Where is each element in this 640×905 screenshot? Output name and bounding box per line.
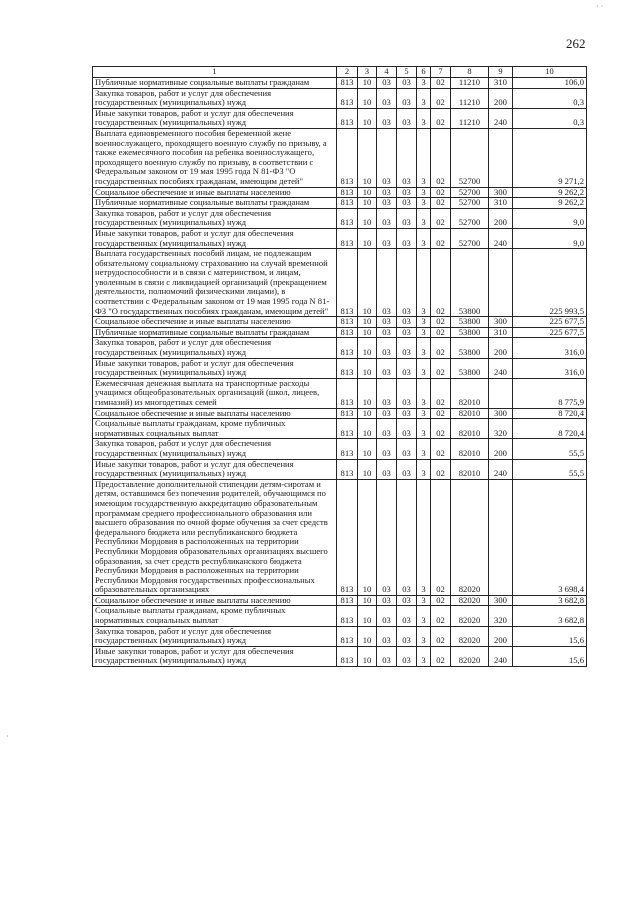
row-code-3: 10 (358, 128, 377, 187)
row-code-4: 03 (377, 88, 397, 108)
row-code-4: 03 (377, 198, 397, 209)
row-code-5: 03 (397, 646, 417, 666)
row-code-6: 3 (417, 88, 431, 108)
table-row (93, 358, 587, 378)
row-code-2: 813 (337, 317, 358, 328)
table-row (93, 338, 587, 358)
row-code-8: 53800 (451, 338, 489, 358)
table-row (93, 108, 587, 128)
row-code-2: 813 (337, 187, 358, 198)
row-code-6: 3 (417, 198, 431, 209)
row-amount: 9,0 (513, 228, 587, 248)
row-code-9: 300 (489, 317, 513, 328)
row-code-6: 3 (417, 419, 431, 439)
row-code-5: 03 (397, 459, 417, 479)
row-code-7: 02 (431, 419, 451, 439)
row-code-3: 10 (358, 88, 377, 108)
row-amount: 15,6 (513, 646, 587, 666)
row-code-9: 320 (489, 606, 513, 626)
row-amount: 0,3 (513, 108, 587, 128)
row-code-4: 03 (377, 108, 397, 128)
row-code-4: 03 (377, 595, 397, 606)
row-code-9: 240 (489, 459, 513, 479)
row-name: Закупка товаров, работ и услуг для обеспечения государственных (муниципальных) нужд (93, 88, 337, 108)
table-row (93, 408, 587, 419)
row-code-7: 02 (431, 595, 451, 606)
row-code-8: 53800 (451, 317, 489, 328)
table-row (93, 88, 587, 108)
row-code-3: 10 (358, 606, 377, 626)
row-code-3: 10 (358, 338, 377, 358)
row-code-3: 10 (358, 378, 377, 408)
header-cell: 6 (417, 67, 431, 78)
table-row (93, 208, 587, 228)
row-code-5: 03 (397, 479, 417, 595)
header-cell: 1 (93, 67, 337, 78)
row-code-3: 10 (358, 249, 377, 317)
row-code-7: 02 (431, 479, 451, 595)
header-cell: 8 (451, 67, 489, 78)
row-name: Закупка товаров, работ и услуг для обеспечения государственных (муниципальных) нужд (93, 208, 337, 228)
header-cell: 7 (431, 67, 451, 78)
row-code-9: 320 (489, 419, 513, 439)
row-code-5: 03 (397, 408, 417, 419)
table-row (93, 187, 587, 198)
row-code-5: 03 (397, 208, 417, 228)
row-code-5: 03 (397, 198, 417, 209)
row-code-8: 53800 (451, 327, 489, 338)
row-name: Социальное обеспечение и иные выплаты населению (93, 187, 337, 198)
row-code-3: 10 (358, 228, 377, 248)
table-row (93, 249, 587, 317)
row-code-5: 03 (397, 228, 417, 248)
row-code-7: 02 (431, 327, 451, 338)
row-name: Иные закупки товаров, работ и услуг для обеспечения государственных (муниципальных) нужд (93, 459, 337, 479)
row-code-5: 03 (397, 249, 417, 317)
row-code-4: 03 (377, 606, 397, 626)
row-code-6: 3 (417, 479, 431, 595)
header-cell: 4 (377, 67, 397, 78)
row-code-6: 3 (417, 646, 431, 666)
row-amount: 225 993,5 (513, 249, 587, 317)
row-code-3: 10 (358, 187, 377, 198)
row-code-9 (489, 479, 513, 595)
row-code-8: 82020 (451, 606, 489, 626)
row-code-4: 03 (377, 419, 397, 439)
row-code-7: 02 (431, 338, 451, 358)
row-code-3: 10 (358, 317, 377, 328)
row-code-2: 813 (337, 88, 358, 108)
row-amount: 3 682,8 (513, 595, 587, 606)
row-code-7: 02 (431, 358, 451, 378)
row-code-9 (489, 128, 513, 187)
row-code-5: 03 (397, 327, 417, 338)
table-row (93, 378, 587, 408)
row-amount: 225 677,5 (513, 327, 587, 338)
row-code-6: 3 (417, 228, 431, 248)
row-amount: 8 775,9 (513, 378, 587, 408)
row-code-7: 02 (431, 88, 451, 108)
row-code-5: 03 (397, 187, 417, 198)
row-code-2: 813 (337, 358, 358, 378)
row-code-8: 82010 (451, 408, 489, 419)
row-code-4: 03 (377, 338, 397, 358)
row-code-2: 813 (337, 626, 358, 646)
row-amount: 9 271,2 (513, 128, 587, 187)
row-code-4: 03 (377, 358, 397, 378)
row-code-7: 02 (431, 198, 451, 209)
row-code-4: 03 (377, 249, 397, 317)
row-name: Закупка товаров, работ и услуг для обеспечения государственных (муниципальных) нужд (93, 439, 337, 459)
row-name: Выплата единовременного пособия беременной жене военнослужащего, проходящего военную службу по призыву, а также ежемесячного пособия на ребенка военнослужащего, проходящего военную службу по призыву, в соответствии с Федеральным законом от 19 мая 1995 года N 81-ФЗ "О государственных пособиях гражданам, имеющим детей" (93, 128, 337, 187)
row-code-6: 3 (417, 408, 431, 419)
row-amount: 3 682,8 (513, 606, 587, 626)
row-code-6: 3 (417, 249, 431, 317)
row-code-6: 3 (417, 327, 431, 338)
row-code-2: 813 (337, 479, 358, 595)
row-code-2: 813 (337, 128, 358, 187)
row-code-9: 200 (489, 88, 513, 108)
row-code-6: 3 (417, 378, 431, 408)
row-code-2: 813 (337, 419, 358, 439)
row-amount: 9 262,2 (513, 187, 587, 198)
row-code-6: 3 (417, 338, 431, 358)
row-code-3: 10 (358, 646, 377, 666)
row-code-3: 10 (358, 358, 377, 378)
row-code-9: 240 (489, 228, 513, 248)
row-code-8: 52700 (451, 128, 489, 187)
row-code-3: 10 (358, 208, 377, 228)
row-code-5: 03 (397, 358, 417, 378)
table-header-row (93, 67, 587, 78)
row-amount: 9,0 (513, 208, 587, 228)
row-amount: 8 720,4 (513, 408, 587, 419)
row-name: Иные закупки товаров, работ и услуг для обеспечения государственных (муниципальных) нужд (93, 358, 337, 378)
row-code-8: 82020 (451, 646, 489, 666)
row-code-8: 82020 (451, 595, 489, 606)
row-code-3: 10 (358, 479, 377, 595)
row-code-3: 10 (358, 108, 377, 128)
header-cell: 10 (513, 67, 587, 78)
row-code-7: 02 (431, 228, 451, 248)
row-code-9: 300 (489, 595, 513, 606)
row-code-4: 03 (377, 78, 397, 89)
row-code-3: 10 (358, 595, 377, 606)
table-row (93, 317, 587, 328)
row-code-2: 813 (337, 108, 358, 128)
row-amount: 225 677,5 (513, 317, 587, 328)
row-code-4: 03 (377, 626, 397, 646)
row-name: Социальное обеспечение и иные выплаты населению (93, 408, 337, 419)
row-code-6: 3 (417, 187, 431, 198)
row-name: Иные закупки товаров, работ и услуг для обеспечения государственных (муниципальных) нужд (93, 646, 337, 666)
table-row (93, 419, 587, 439)
row-code-5: 03 (397, 317, 417, 328)
row-code-3: 10 (358, 198, 377, 209)
row-code-9: 240 (489, 646, 513, 666)
row-code-6: 3 (417, 128, 431, 187)
row-code-2: 813 (337, 249, 358, 317)
row-code-7: 02 (431, 459, 451, 479)
row-code-4: 03 (377, 208, 397, 228)
row-name: Предоставление дополнительной стипендии детям-сиротам и детям, оставшимся без попечения родителей, обучающимся по имеющим государственную аккредитацию образовательным программам среднего профессионального образования или высшего образования по очной форме обучения за счет средств федерального бюджета или республиканского бюджета Республики Мордовия в расположенных на территории Республики Мордовия образовательных организациях высшего образования, за счет средств республиканского бюджета Республики Мордовия в расположенных на территории Республики Мордовия государственных профессиональных образовательных организациях (93, 479, 337, 595)
row-code-9: 300 (489, 408, 513, 419)
header-cell: 3 (358, 67, 377, 78)
row-code-8: 52700 (451, 228, 489, 248)
row-code-8: 11210 (451, 88, 489, 108)
row-name: Публичные нормативные социальные выплаты гражданам (93, 198, 337, 209)
scan-mark: · (6, 732, 9, 741)
row-code-6: 3 (417, 595, 431, 606)
row-code-8: 82020 (451, 479, 489, 595)
row-code-9: 310 (489, 78, 513, 89)
row-name: Закупка товаров, работ и услуг для обеспечения государственных (муниципальных) нужд (93, 338, 337, 358)
row-code-6: 3 (417, 208, 431, 228)
row-code-4: 03 (377, 327, 397, 338)
row-code-8: 11210 (451, 108, 489, 128)
row-code-9: 310 (489, 327, 513, 338)
row-name: Выплата государственных пособий лицам, не подлежащим обязательному социальному страхованию на случай временной нетрудоспособности и в связи с материнством, и лицам, уволенным в связи с ликвидацией организаций (прекращением деятельности, полномочий физическими лицами), в соответствии с Федеральным законом от 19 мая 1995 года N 81-ФЗ "О государственных пособиях гражданам, имеющим детей" (93, 249, 337, 317)
row-name: Публичные нормативные социальные выплаты гражданам (93, 327, 337, 338)
row-code-7: 02 (431, 128, 451, 187)
row-code-2: 813 (337, 338, 358, 358)
row-code-4: 03 (377, 439, 397, 459)
row-code-5: 03 (397, 626, 417, 646)
row-code-9: 200 (489, 439, 513, 459)
row-code-7: 02 (431, 108, 451, 128)
table-row (93, 459, 587, 479)
row-code-3: 10 (358, 78, 377, 89)
budget-table-body (93, 67, 587, 667)
row-name: Социальные выплаты гражданам, кроме публичных нормативных социальных выплат (93, 419, 337, 439)
row-code-6: 3 (417, 459, 431, 479)
row-code-4: 03 (377, 408, 397, 419)
row-code-5: 03 (397, 128, 417, 187)
row-code-5: 03 (397, 88, 417, 108)
row-amount: 15,6 (513, 626, 587, 646)
row-code-7: 02 (431, 606, 451, 626)
row-code-4: 03 (377, 646, 397, 666)
row-name: Иные закупки товаров, работ и услуг для обеспечения государственных (муниципальных) нужд (93, 228, 337, 248)
table-row (93, 626, 587, 646)
row-code-4: 03 (377, 187, 397, 198)
row-code-6: 3 (417, 606, 431, 626)
row-code-9: 310 (489, 198, 513, 209)
row-code-9: 200 (489, 338, 513, 358)
page-number: 262 (566, 36, 586, 51)
row-name: Социальные выплаты гражданам, кроме публичных нормативных социальных выплат (93, 606, 337, 626)
row-code-4: 03 (377, 479, 397, 595)
row-code-8: 82010 (451, 378, 489, 408)
header-cell: 2 (337, 67, 358, 78)
row-code-2: 813 (337, 327, 358, 338)
table-row (93, 646, 587, 666)
row-code-5: 03 (397, 78, 417, 89)
row-code-4: 03 (377, 378, 397, 408)
row-code-3: 10 (358, 626, 377, 646)
row-name: Иные закупки товаров, работ и услуг для обеспечения государственных (муниципальных) нужд (93, 108, 337, 128)
row-code-7: 02 (431, 626, 451, 646)
table-row (93, 78, 587, 89)
row-code-6: 3 (417, 108, 431, 128)
row-code-9 (489, 378, 513, 408)
row-code-6: 3 (417, 439, 431, 459)
table-row (93, 479, 587, 595)
row-code-3: 10 (358, 459, 377, 479)
row-amount: 55,5 (513, 439, 587, 459)
header-cell: 9 (489, 67, 513, 78)
row-code-7: 02 (431, 646, 451, 666)
row-amount: 3 698,4 (513, 479, 587, 595)
row-code-8: 53800 (451, 358, 489, 378)
row-name: Ежемесячная денежная выплата на транспортные расходы учащимся общеобразовательных организаций (школ, лицеев, гимназий) из многодетных семей (93, 378, 337, 408)
scan-mark: · · (596, 2, 604, 11)
row-amount: 9 262,2 (513, 198, 587, 209)
row-code-2: 813 (337, 78, 358, 89)
header-cell: 5 (397, 67, 417, 78)
row-code-3: 10 (358, 408, 377, 419)
row-code-2: 813 (337, 439, 358, 459)
row-code-7: 02 (431, 408, 451, 419)
row-code-9: 200 (489, 626, 513, 646)
row-code-2: 813 (337, 646, 358, 666)
row-code-7: 02 (431, 378, 451, 408)
row-code-9 (489, 249, 513, 317)
row-code-9: 300 (489, 187, 513, 198)
row-code-8: 82010 (451, 459, 489, 479)
row-code-4: 03 (377, 228, 397, 248)
row-code-2: 813 (337, 208, 358, 228)
row-code-8: 82010 (451, 439, 489, 459)
row-amount: 0,3 (513, 88, 587, 108)
row-code-8: 52700 (451, 187, 489, 198)
row-code-5: 03 (397, 108, 417, 128)
row-code-9: 240 (489, 358, 513, 378)
row-code-2: 813 (337, 198, 358, 209)
row-code-7: 02 (431, 317, 451, 328)
row-code-4: 03 (377, 317, 397, 328)
row-code-5: 03 (397, 419, 417, 439)
row-code-7: 02 (431, 78, 451, 89)
row-code-7: 02 (431, 439, 451, 459)
row-code-3: 10 (358, 419, 377, 439)
row-name: Социальное обеспечение и иные выплаты населению (93, 317, 337, 328)
row-code-7: 02 (431, 208, 451, 228)
row-name: Закупка товаров, работ и услуг для обеспечения государственных (муниципальных) нужд (93, 626, 337, 646)
table-row (93, 439, 587, 459)
row-code-2: 813 (337, 228, 358, 248)
row-name: Социальное обеспечение и иные выплаты населению (93, 595, 337, 606)
row-code-5: 03 (397, 378, 417, 408)
row-code-8: 11210 (451, 78, 489, 89)
row-code-6: 3 (417, 358, 431, 378)
table-row (93, 606, 587, 626)
row-code-8: 52700 (451, 198, 489, 209)
row-amount: 8 720,4 (513, 419, 587, 439)
row-code-2: 813 (337, 459, 358, 479)
row-code-5: 03 (397, 606, 417, 626)
table-row (93, 198, 587, 209)
row-code-5: 03 (397, 439, 417, 459)
row-code-8: 82010 (451, 419, 489, 439)
row-code-6: 3 (417, 626, 431, 646)
row-code-2: 813 (337, 378, 358, 408)
table-row (93, 128, 587, 187)
row-code-5: 03 (397, 595, 417, 606)
row-amount: 106,0 (513, 78, 587, 89)
row-code-2: 813 (337, 408, 358, 419)
table-row (93, 327, 587, 338)
row-code-4: 03 (377, 128, 397, 187)
row-code-7: 02 (431, 187, 451, 198)
row-code-8: 53800 (451, 249, 489, 317)
row-amount: 316,0 (513, 358, 587, 378)
budget-table (92, 66, 587, 667)
row-code-3: 10 (358, 439, 377, 459)
row-code-2: 813 (337, 595, 358, 606)
row-name: Публичные нормативные социальные выплаты гражданам (93, 78, 337, 89)
row-amount: 55,5 (513, 459, 587, 479)
row-code-2: 813 (337, 606, 358, 626)
row-code-3: 10 (358, 327, 377, 338)
row-code-9: 200 (489, 208, 513, 228)
table-row (93, 228, 587, 248)
row-code-9: 240 (489, 108, 513, 128)
row-code-5: 03 (397, 338, 417, 358)
row-code-8: 82020 (451, 626, 489, 646)
row-code-6: 3 (417, 317, 431, 328)
row-code-7: 02 (431, 249, 451, 317)
row-code-6: 3 (417, 78, 431, 89)
table-row (93, 595, 587, 606)
row-amount: 316,0 (513, 338, 587, 358)
row-code-8: 52700 (451, 208, 489, 228)
row-code-4: 03 (377, 459, 397, 479)
